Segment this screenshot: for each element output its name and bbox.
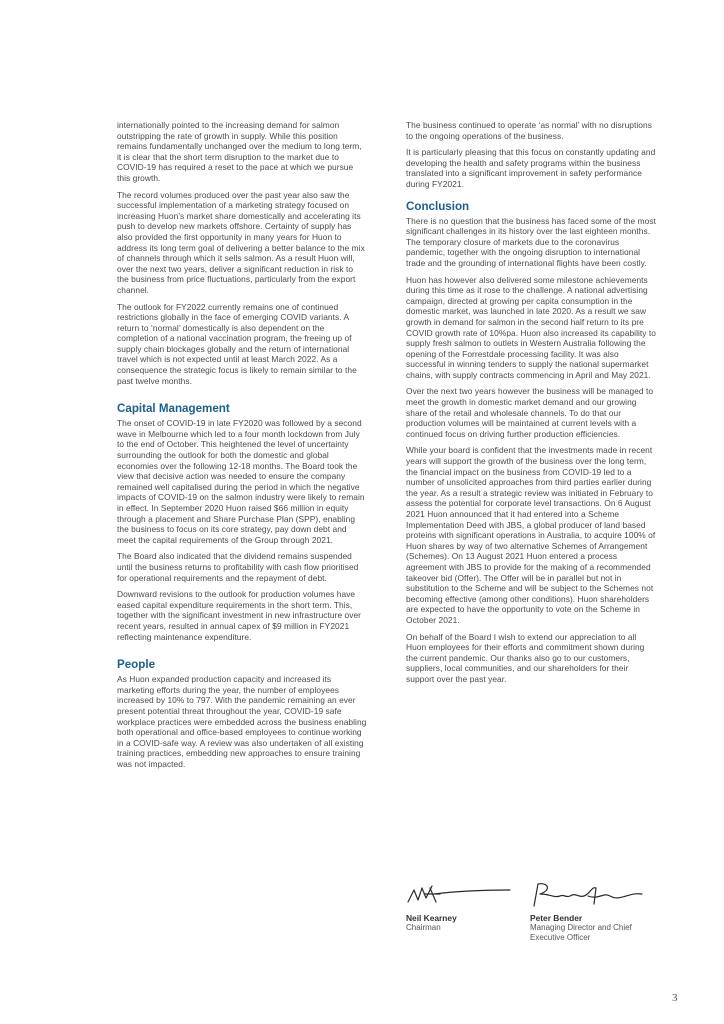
body-paragraph: On behalf of the Board I wish to extend our appreciation to all Huon employees for their efforts and commitment shown during the current pandemic. Our thanks also go to our customers, suppliers, local communities, and our shareholders for their support over the past year.	[406, 631, 645, 684]
body-paragraph: The onset of COVID-19 in late FY2020 was followed by a second wave in Melbourne which led to a four month lockdown from July to the end of October. This heightened the level of uncertainty surrounding the outlook for both the domestic and global economies over the following 12-18 months. The Board took the view that decisive action was needed to ensure the company remained well capitalised during the period in which the negative impacts of COVID-19 on the salmon industry were likely to remain in effect. In September 2020 Huon raised $66 million in equity through a placement and Share Purchase Plan (SPP), enabling the business to focus on its core strategy, pay down debt and meet the capital requirements of the Group through 2021.	[117, 418, 365, 545]
intro-paragraph: The business continued to operate ‘as normal’ with no disruptions to the ongoing operations of the business.	[406, 120, 652, 141]
signatory-name: Peter Bender	[530, 913, 583, 923]
body-paragraph: While your board is confident that the investments made in recent years will support the growth of the business over the long term, the financial impact on the business from COVID-19 led to a number of unsolicited approaches from third parties earlier during the year. As a result a strategic review was initiated in February to assess the potential for corporate level transactions. On 6 August 2021 Huon announced that it had entered into a Scheme Implementation Deed with JBS, a global producer of land based proteins with significant operations in Australia, to acquire 100% of Huon shares by way of two alternative Schemes of Arrangement (Schemes). On 13 August 2021 Huon entered a process agreement with JBS to provide for the making of a recommended takeover bid (Offer). The Offer will be in parallel but not in substitution to the Scheme and will be subject to the Schemes not becoming effective (among other conditions). Huon shareholders are expected to have the opportunity to vote on the Scheme in October 2021.	[406, 445, 656, 625]
section-heading: Capital Management	[117, 402, 230, 416]
section-heading: People	[117, 658, 156, 672]
signatory-role: Chairman	[406, 923, 441, 932]
intro-paragraph: internationally pointed to the increasing demand for salmon outstripping the rate of growth in supply. While this position remains fundamentally unchanged over the medium to long term, it is clear that the short term disruption to the market due to COVID-19 has required a reset to the pace at which we pursue this growth.	[117, 120, 362, 183]
people-section	[117, 658, 367, 769]
body-paragraph: The Board also indicated that the dividend remains suspended until the business returns to profitability with cash flow prioritised for operational requirements and the repayment of debt.	[117, 551, 359, 583]
body-paragraph: As Huon expanded production capacity and increased its marketing efforts during the year, the number of employees increased by 10% to 797. With the pandemic remaining an ever present potential threat throughout the year, COVID-19 safe workplace practices were embedded across the business enabling both operational and office-based employees to continue working in a COVID-safe way. A review was also undertaken of all existing training practices, embedding new approaches to ensure training was not impacted.	[117, 674, 367, 769]
right-column	[406, 120, 658, 691]
intro-paragraph: It is particularly pleasing that this focus on constantly updating and developing the health and safety programs within the business translated into a significant improvement in safety performance during FY2021.	[406, 147, 656, 189]
body-paragraph: Over the next two years however the business will be managed to meet the growth in domestic market demand and our growing share of the retail and wholesale channels. To do that our production volumes will be maintained at current levels with a continued focus on driving further production efficiencies.	[406, 386, 654, 439]
intro-paragraph: The outlook for FY2022 currently remains one of continued restrictions globally in the face of emerging COVID variants. A return to ‘normal’ domestically is also dependent on the completion of a national vaccination program, the freeing up of supply chain blockages globally and the return of international travel which is not expected until at least March 2022. As a consequence the strategic focus is likely to remain similar to the past twelve months.	[117, 301, 357, 386]
intro-paragraph: The record volumes produced over the past year also saw the successful implementation of a marketing strategy focused on increasing Huon’s market share domestically and accelerating its push to develop new markets offshore. Certainty of supply has also provided the first opportunity in many years for Huon to address its long term goal of delivering a better balance to the mix of channels through which it sells salmon. As a result Huon will, over the next two years, deliver a significant reduction in risk to the business from price fluctuations, particularly from the export channel.	[117, 189, 365, 295]
page-number: 3	[672, 992, 678, 1004]
signatory-name: Neil Kearney	[406, 913, 457, 923]
body-paragraph: There is no question that the business has faced some of the most significant challenges in its history over the last eighteen months. The temporary closure of markets due to the coronavirus pandemic, together with the ongoing disruption to international trade and the grounding of international flights have been costly.	[406, 215, 656, 268]
body-paragraph: Downward revisions to the outlook for production volumes have eased capital expenditure requirements in the short term. This, together with the significant investment in new infrastructure over recent years, resulted in annual capex of $9 million in FY2021 reflecting maintenance expenditure.	[117, 589, 362, 642]
signatory-chairman	[406, 880, 516, 933]
signature-image	[406, 880, 514, 910]
signature-image	[530, 880, 656, 910]
section-heading: Conclusion	[406, 199, 470, 213]
signatory-ceo	[530, 880, 658, 942]
conclusion-section	[406, 200, 658, 685]
signatory-role: Managing Director and Chief Executive Officer	[530, 923, 632, 942]
capital-management-section	[117, 402, 367, 642]
body-paragraph: Huon has however also delivered some milestone achievements during this time as it rose to the challenge. A national advertising campaign, directed at growing per capita consumption in the domestic market, was launched in late 2020. As a result we saw growth in demand for salmon in the second half return to its pre COVID growth rate of 10%pa. Huon also increased its capability to supply fresh salmon to outlets in Western Australia following the opening of the Forrestdale processing facility. It was also successful in winning tenders to supply the national supermarket chains, with supply contracts commencing in April and May 2021.	[406, 274, 656, 380]
left-column	[117, 120, 367, 775]
signature-block	[406, 880, 658, 940]
